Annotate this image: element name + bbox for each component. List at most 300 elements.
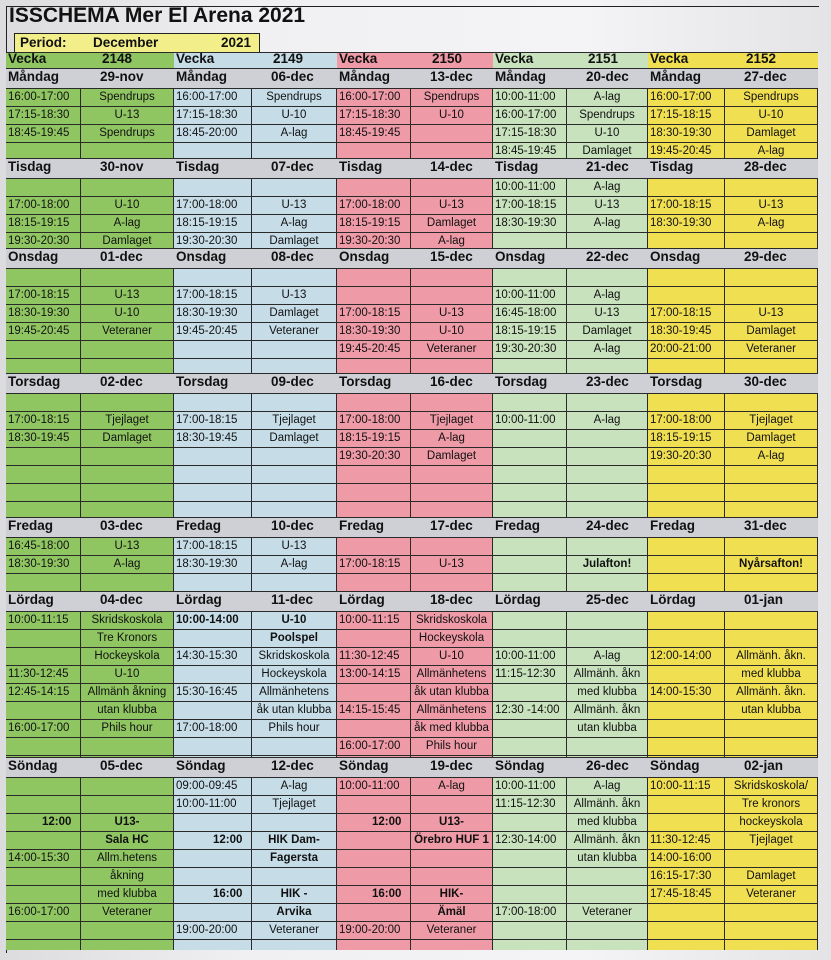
time-slot: 12:00-14:00 (650, 650, 712, 662)
time-slot: 16:15-17:30 (650, 870, 712, 882)
activity-label: A-lag (593, 650, 621, 662)
time-slot: 18:30-19:45 (650, 325, 712, 337)
day-name: Lördag (8, 592, 54, 607)
activity-label: U-13 (114, 109, 140, 121)
activity-label: A-lag (593, 181, 621, 193)
time-slot: 18:45-20:00 (176, 127, 238, 139)
day-date: 07-dec (271, 159, 314, 174)
activity-label: U-13 (114, 289, 140, 301)
time-slot: 12:30 -14:00 (495, 704, 560, 716)
activity-label: Damlaget (102, 235, 152, 247)
activity-label: A-lag (280, 780, 308, 792)
activity-label: U-10 (114, 668, 140, 680)
time-slot: 15:30-16:45 (176, 686, 238, 698)
activity-label: A-lag (593, 343, 621, 355)
activity-label: A-lag (593, 91, 621, 103)
day-name: Onsdag (650, 249, 701, 264)
time-slot: 10:00-11:15 (8, 614, 69, 626)
time-slot: 18:30-19:30 (176, 307, 238, 319)
activity-label: A-lag (438, 780, 465, 792)
activity-label: Nyårsafton! (739, 558, 803, 570)
day-date: 30-nov (100, 159, 144, 174)
period-month: December (93, 35, 159, 50)
activity-label: U13- (439, 816, 464, 828)
table-row (6, 795, 174, 814)
activity-label: Tjejlaget (749, 414, 793, 426)
table-row (6, 777, 174, 796)
activity-label: Spendrups (99, 127, 155, 139)
activity-label: Allmänhetens (416, 668, 487, 680)
activity-label: Veteraner (746, 888, 796, 900)
table-row (6, 393, 174, 412)
day-date: 16-dec (430, 374, 473, 389)
activity-label: HIK Dam- (268, 834, 320, 846)
time-slot: 17:00-18:15 (176, 289, 238, 301)
week-column (493, 52, 648, 950)
time-slot: 12:45-14:15 (8, 686, 70, 698)
time-slot: 16:00-17:00 (8, 906, 70, 918)
time-slot: 10:00-11:00 (495, 181, 556, 193)
table-row (6, 340, 174, 359)
time-slot: 10:00-14:00 (176, 614, 239, 626)
activity-label: Tjejlaget (272, 414, 316, 426)
activity-label: Fagersta (270, 852, 318, 864)
time-slot: 17:00-18:00 (176, 722, 238, 734)
table-row (648, 465, 818, 484)
day-name: Måndag (339, 69, 391, 84)
time-slot: 17:15-18:30 (8, 109, 70, 121)
day-name: Måndag (495, 69, 547, 84)
table-row (174, 393, 337, 412)
time-slot: 14:00-15:30 (8, 852, 70, 864)
day-date: 08-dec (271, 249, 314, 264)
week-number: 2148 (102, 51, 133, 66)
activity-label: U-10 (114, 307, 140, 319)
activity-label: åk utan klubba (256, 704, 332, 716)
activity-label: Damlaget (746, 127, 796, 139)
activity-label: A-lag (757, 217, 785, 229)
day-date: 28-dec (744, 159, 787, 174)
activity-label: U-13 (281, 289, 307, 301)
activity-label: utan klubba (97, 704, 157, 716)
week-number: 2152 (746, 51, 777, 66)
time-slot: 11:15-12:30 (495, 668, 556, 680)
time-slot: 09:00-09:45 (176, 780, 238, 792)
activity-label: åk med klubba (414, 722, 489, 734)
time-slot: 19:00-20:00 (176, 924, 238, 936)
day-date: 17-dec (430, 518, 473, 533)
activity-label: Tre kronors (741, 798, 801, 810)
activity-label: Spendrups (579, 109, 635, 121)
table-row (6, 447, 174, 466)
time-slot: 10:00-11:00 (495, 780, 556, 792)
table-row (337, 178, 493, 197)
week-label: Vecka (8, 51, 47, 66)
table-row (337, 393, 493, 412)
activity-label: Damlaget (102, 432, 152, 444)
activity-label: Spendrups (266, 91, 322, 103)
time-slot: 10:00-11:00 (495, 91, 556, 103)
time-slot: 17:00-18:15 (650, 307, 712, 319)
time-slot: 17:15-18:30 (339, 109, 401, 121)
time-slot: 14:15-15:45 (339, 704, 401, 716)
activity-label: Damlaget (269, 235, 319, 247)
table-row (648, 573, 818, 592)
activity-label: Skridskoskola (258, 650, 330, 662)
activity-label: Spendrups (99, 91, 155, 103)
time-slot: 16:00-17:00 (339, 740, 401, 752)
time-slot: 17:00-18:00 (8, 199, 70, 211)
activity-label: A-lag (113, 558, 141, 570)
day-name: Fredag (339, 518, 385, 533)
time-slot: 18:15-19:15 (339, 217, 401, 229)
activity-label: Veteraner (426, 343, 477, 355)
activity-label: Hockeyskola (418, 632, 485, 644)
table-row (174, 178, 337, 197)
activity-label: U-10 (281, 614, 307, 626)
day-name: Tisdag (495, 159, 539, 174)
time-slot: 14:00-15:30 (650, 686, 712, 698)
time-slot: 11:30-12:45 (8, 668, 69, 680)
time-slot: 19:45-20:45 (339, 343, 401, 355)
table-row (174, 483, 337, 502)
time-slot: 19:30-20:30 (8, 235, 70, 247)
activity-label: med klubba (741, 668, 801, 680)
table-row (648, 268, 818, 287)
table-row (648, 393, 818, 412)
day-date: 14-dec (430, 159, 473, 174)
activity-label: Sala HC (105, 834, 149, 846)
activity-label: U-10 (281, 109, 307, 121)
time-slot: 17:00-18:15 (8, 289, 70, 301)
activity-label: Damlaget (582, 145, 632, 157)
table-row (337, 573, 493, 592)
time-slot: 19:30-20:30 (339, 235, 401, 247)
table-row (493, 483, 648, 502)
time-slot: 18:30-19:45 (176, 432, 238, 444)
table-row (648, 483, 818, 502)
time-slot: 10:00-11:15 (650, 780, 711, 792)
activity-label: A-lag (438, 432, 465, 444)
week-number: 2150 (432, 51, 463, 66)
day-date: 29-dec (744, 249, 787, 264)
day-name: Onsdag (495, 249, 546, 264)
time-slot: 17:00-18:00 (495, 906, 557, 918)
table-row (6, 268, 174, 287)
table-row (174, 465, 337, 484)
day-name: Torsdag (176, 374, 229, 389)
table-row (337, 795, 493, 814)
table-row (648, 719, 818, 738)
activity-label: A-lag (593, 217, 621, 229)
time-slot: 16:00 (372, 888, 402, 900)
day-date: 13-dec (430, 69, 473, 84)
activity-label: U-10 (439, 109, 464, 121)
time-slot: 12:00 (42, 816, 72, 828)
time-slot: 19:30-20:30 (495, 343, 557, 355)
day-name: Tisdag (650, 159, 694, 174)
activity-label: U-13 (594, 307, 620, 319)
time-slot: 17:00-18:00 (176, 199, 238, 211)
day-date: 01-dec (100, 249, 143, 264)
table-row (493, 465, 648, 484)
activity-label: Allmänh. åkn. (736, 686, 806, 698)
time-slot: 19:00-20:00 (339, 924, 401, 936)
time-slot: 19:30-20:30 (650, 450, 712, 462)
table-row (174, 737, 337, 756)
activity-label: Phils hour (101, 722, 153, 734)
day-date: 11-dec (271, 592, 314, 607)
activity-label: med klubba (577, 816, 637, 828)
activity-label: A-lag (593, 289, 621, 301)
day-name: Torsdag (339, 374, 392, 389)
time-slot: 18:30-19:30 (650, 217, 712, 229)
time-slot: 18:15-19:15 (339, 432, 401, 444)
day-date: 24-dec (586, 518, 629, 533)
time-slot: 14:30-15:30 (176, 650, 238, 662)
activity-label: Arvika (276, 906, 312, 918)
table-row (493, 921, 648, 940)
time-slot: 18:30-19:30 (176, 558, 238, 570)
activity-label: hockeyskola (739, 816, 803, 828)
activity-label: Tjejlaget (272, 798, 316, 810)
day-date: 03-dec (100, 518, 143, 533)
table-row (6, 483, 174, 502)
week-label: Vecka (176, 51, 215, 66)
day-name: Tisdag (176, 159, 220, 174)
activity-label: Allmänh. åkn (573, 704, 641, 716)
table-row (6, 178, 174, 197)
day-date: 20-dec (586, 69, 629, 84)
time-slot: 16:45-18:00 (495, 307, 557, 319)
activity-label: U-10 (114, 199, 140, 211)
activity-label: utan klubba (577, 722, 637, 734)
time-slot: 11:15-12:30 (495, 798, 556, 810)
time-slot: 10:00-11:00 (495, 289, 556, 301)
time-slot: 18:30-19:45 (8, 432, 70, 444)
time-slot: 17:00-18:15 (495, 199, 557, 211)
time-slot: 13:00-14:15 (339, 668, 401, 680)
time-slot: 10:00-11:00 (339, 780, 400, 792)
table-row (493, 611, 648, 630)
day-date: 31-dec (744, 518, 787, 533)
table-row (337, 286, 493, 305)
activity-label: Damlaget (582, 325, 632, 337)
activity-label: U-13 (758, 199, 784, 211)
table-row (174, 447, 337, 466)
time-slot: 16:00-17:00 (8, 91, 70, 103)
time-slot: 18:15-19:15 (650, 432, 712, 444)
day-date: 06-dec (271, 69, 314, 84)
table-row (493, 268, 648, 287)
week-label: Vecka (495, 51, 534, 66)
period-year: 2021 (221, 35, 252, 50)
activity-label: U-10 (439, 325, 464, 337)
time-slot: 18:15-19:15 (176, 217, 238, 229)
day-date: 01-jan (744, 592, 784, 607)
table-row (174, 573, 337, 592)
day-name: Lördag (650, 592, 696, 607)
table-row (493, 629, 648, 648)
time-slot: 18:30-19:30 (650, 127, 712, 139)
activity-label: med klubba (577, 686, 637, 698)
day-name: Onsdag (176, 249, 227, 264)
activity-label: Allmänh. åkn (573, 834, 641, 846)
day-date: 02-jan (744, 758, 784, 773)
activity-label: med klubba (97, 888, 157, 900)
day-name: Lördag (495, 592, 541, 607)
activity-label: U-13 (439, 199, 464, 211)
activity-label: Damlaget (746, 432, 796, 444)
activity-label: U-13 (281, 199, 307, 211)
week-column (648, 52, 818, 950)
activity-label: Phils hour (268, 722, 320, 734)
activity-label: Veteraner (582, 906, 632, 918)
time-slot: 16:00-17:00 (650, 91, 712, 103)
period-label: Period: (20, 35, 67, 50)
day-date: 05-dec (100, 758, 143, 773)
day-date: 04-dec (100, 592, 143, 607)
time-slot: 18:45-19:45 (8, 127, 70, 139)
activity-label: A-lag (593, 780, 621, 792)
week-number: 2151 (588, 51, 619, 66)
table-row (648, 611, 818, 630)
activity-label: A-lag (593, 414, 621, 426)
time-slot: 10:00-11:00 (176, 798, 237, 810)
time-slot: 17:15-18:15 (650, 109, 712, 121)
day-date: 26-dec (586, 758, 629, 773)
table-row (648, 629, 818, 648)
day-date: 10-dec (271, 518, 314, 533)
week-column (174, 52, 337, 950)
day-date: 09-dec (271, 374, 314, 389)
activity-label: Skridskoskola (416, 614, 487, 626)
activity-label: Allm.hetens (96, 852, 158, 864)
activity-label: U-13 (439, 307, 464, 319)
activity-label: Damlaget (269, 432, 319, 444)
table-row (6, 921, 174, 940)
activity-label: Allmänh. åkn (573, 798, 641, 810)
day-name: Söndag (495, 758, 545, 773)
time-slot: 19:45-20:45 (176, 325, 238, 337)
activity-label: A-lag (280, 558, 308, 570)
activity-label: Veteraner (102, 906, 152, 918)
activity-label: Allmänh åkning (87, 686, 167, 698)
table-row (337, 849, 493, 868)
day-date: 18-dec (430, 592, 473, 607)
activity-label: Veteraner (746, 343, 796, 355)
time-slot: 17:00-18:00 (339, 199, 401, 211)
time-slot: 18:30-19:30 (8, 307, 70, 319)
activity-label: Damlaget (746, 870, 796, 882)
day-date: 27-dec (744, 69, 787, 84)
activity-label: Tre Kronors (96, 632, 158, 644)
day-date: 15-dec (430, 249, 473, 264)
activity-label: Ämäl (437, 906, 466, 918)
time-slot: 17:00-18:15 (8, 414, 70, 426)
activity-label: Skridskoskola (91, 614, 163, 626)
time-slot: 10:00-11:00 (495, 414, 556, 426)
day-date: 23-dec (586, 374, 629, 389)
day-name: Söndag (8, 758, 58, 773)
table-row (648, 537, 818, 556)
time-slot: 10:00-11:00 (495, 650, 556, 662)
day-name: Söndag (339, 758, 389, 773)
table-row (493, 393, 648, 412)
activity-label: U-13 (281, 540, 307, 552)
activity-label: A-lag (438, 235, 465, 247)
time-slot: 10:00-11:15 (339, 614, 400, 626)
day-name: Fredag (176, 518, 222, 533)
day-name: Fredag (650, 518, 696, 533)
day-date: 21-dec (586, 159, 629, 174)
table-row (174, 268, 337, 287)
activity-label: Tjejlaget (105, 414, 149, 426)
day-name: Fredag (8, 518, 54, 533)
time-slot: 18:30-19:30 (339, 325, 401, 337)
table-row (337, 867, 493, 886)
table-row (493, 447, 648, 466)
activity-label: Veteraner (269, 924, 319, 936)
table-row (174, 867, 337, 886)
page-title: ISSCHEMA Mer El Arena 2021 (9, 4, 306, 27)
table-row (648, 178, 818, 197)
time-slot: 16:45-18:00 (8, 540, 70, 552)
activity-label: Poolspel (270, 632, 318, 644)
activity-label: U-10 (439, 650, 464, 662)
day-date: 22-dec (586, 249, 629, 264)
period-box (14, 33, 260, 53)
table-row (493, 885, 648, 904)
activity-label: Damlaget (426, 217, 477, 229)
time-slot: 19:30-20:30 (339, 450, 401, 462)
activity-label: Veteraner (269, 325, 319, 337)
table-row (6, 573, 174, 592)
activity-label: U-10 (758, 109, 784, 121)
activity-label: Damlaget (426, 450, 477, 462)
time-slot: 17:45-18:45 (650, 888, 712, 900)
day-date: 12-dec (271, 758, 314, 773)
week-number: 2149 (273, 51, 304, 66)
day-name: Torsdag (495, 374, 548, 389)
activity-label: Spendrups (743, 91, 799, 103)
time-slot: 17:00-18:00 (650, 414, 712, 426)
time-slot: 14:00-16:00 (650, 852, 712, 864)
activity-label: utan klubba (741, 704, 801, 716)
activity-label: A-lag (280, 217, 308, 229)
activity-label: åkning (110, 870, 144, 882)
day-name: Torsdag (8, 374, 61, 389)
activity-label: HIK- (439, 888, 464, 900)
day-name: Lördag (339, 592, 385, 607)
table-row (337, 268, 493, 287)
table-row (174, 340, 337, 359)
activity-label: Spendrups (423, 91, 480, 103)
time-slot: 17:00-18:15 (339, 558, 401, 570)
time-slot: 17:15-18:30 (176, 109, 238, 121)
day-name: Måndag (8, 69, 60, 84)
activity-label: utan klubba (577, 852, 637, 864)
time-slot: 18:45-19:45 (339, 127, 401, 139)
day-name: Måndag (650, 69, 702, 84)
time-slot: 18:45-19:45 (495, 145, 557, 157)
activity-label: U-13 (758, 307, 784, 319)
activity-label: Julafton! (582, 558, 632, 570)
day-name: Söndag (176, 758, 226, 773)
table-row (493, 429, 648, 448)
table-row (648, 737, 818, 756)
activity-label: åk utan klubba (414, 686, 489, 698)
